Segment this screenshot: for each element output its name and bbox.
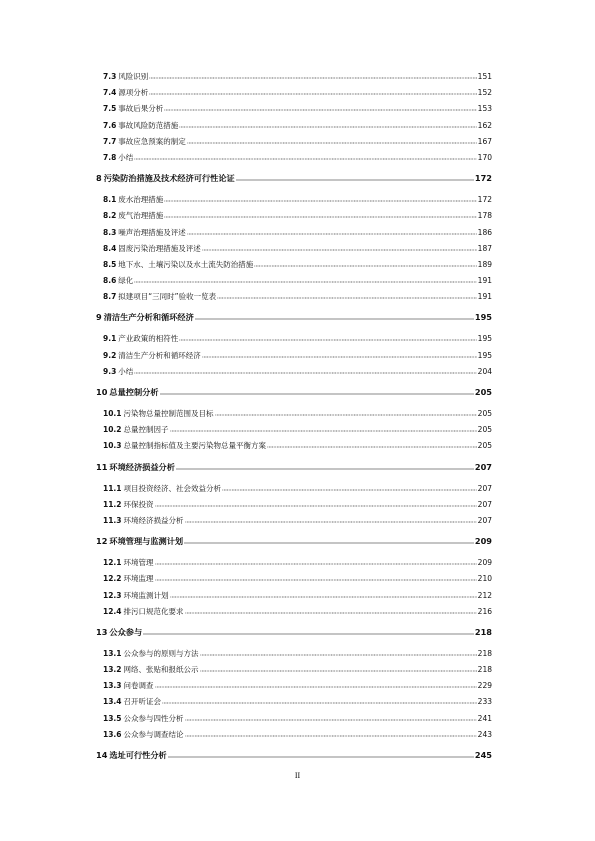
dot-leader	[236, 174, 474, 181]
toc-entry-page: 209	[474, 536, 492, 547]
dot-leader	[202, 244, 477, 251]
dot-leader	[155, 681, 477, 688]
toc-chapter-entry[interactable]	[96, 751, 492, 767]
toc-entry-number: 9.2	[103, 350, 117, 360]
toc-entry-title: 污染防治措施及技术经济可行性论证	[103, 173, 235, 184]
toc-section-entry[interactable]	[103, 292, 492, 308]
toc-entry-number: 7.5	[103, 104, 117, 114]
toc-entry-page: 205	[477, 425, 492, 435]
dot-leader	[179, 121, 476, 128]
toc-section-entry[interactable]	[103, 276, 492, 292]
toc-entry-page: 205	[477, 409, 492, 418]
toc-entry-page: 170	[477, 152, 492, 162]
toc-entry-page: 195	[477, 350, 492, 360]
toc-entry-title: 风险识别	[118, 72, 149, 81]
toc-section-entry[interactable]	[103, 351, 492, 367]
toc-entry-title: 事故应急预案的制定	[118, 136, 186, 146]
toc-entry-number: 7.6	[103, 120, 117, 130]
toc-chapter-entry[interactable]	[96, 388, 492, 404]
toc-section-entry[interactable]	[103, 714, 492, 730]
toc-entry-number: 8.7	[103, 292, 117, 302]
toc-entry-title: 小结	[118, 366, 134, 376]
toc-section-entry[interactable]	[103, 153, 492, 169]
toc-section-entry[interactable]	[103, 260, 492, 276]
toc-section-entry[interactable]	[103, 516, 492, 532]
toc-section-entry[interactable]	[103, 334, 492, 350]
toc-entry-number: 13.3	[103, 681, 122, 691]
toc-entry-page: 186	[477, 227, 492, 237]
toc-entry-title: 选址可行性分析	[109, 750, 167, 760]
toc-entry-title: 总量控制因子	[123, 425, 169, 435]
toc-entry-number: 8	[96, 173, 102, 184]
toc-entry-title: 问卷调查	[123, 681, 154, 691]
toc-entry-page: 229	[477, 681, 492, 691]
toc-entry-title: 地下水、土壤污染以及水土流失防治措施	[118, 259, 254, 269]
dot-leader	[162, 697, 477, 704]
dot-leader	[134, 276, 476, 283]
toc-entry-number: 9.1	[103, 334, 117, 344]
toc-entry-title: 排污口规范化要求	[123, 606, 184, 616]
toc-entry-number: 8.6	[103, 276, 117, 286]
toc-chapter-entry[interactable]	[96, 537, 492, 553]
toc-entry-page: 210	[477, 574, 492, 584]
toc-entry-number: 11	[96, 461, 108, 472]
dot-leader	[202, 351, 477, 358]
toc-entry-number: 12.4	[103, 606, 122, 616]
toc-entry-title: 总量控制分析	[109, 387, 159, 397]
toc-entry-page: 153	[477, 104, 492, 114]
toc-entry-page: 191	[477, 276, 492, 286]
toc-section-entry[interactable]	[103, 649, 492, 665]
toc-entry-page: 172	[474, 173, 492, 184]
toc-entry-title: 环保投资	[123, 499, 154, 509]
toc-entry-title: 环境监测计划	[123, 590, 169, 600]
toc-section-entry[interactable]	[103, 425, 492, 441]
toc-entry-page: 195	[477, 334, 492, 344]
toc-entry-title: 召开听证会	[123, 697, 162, 707]
toc-entry-page: 241	[477, 713, 492, 723]
dot-leader	[195, 313, 474, 320]
toc-section-entry[interactable]	[103, 591, 492, 607]
toc-entry-title: 环境经济损益分析	[123, 515, 184, 525]
toc-entry-number: 8.2	[103, 211, 117, 221]
toc-entry-page: 204	[477, 366, 492, 376]
toc-entry-number: 8.5	[103, 259, 117, 269]
toc-entry-number: 8.3	[103, 227, 117, 237]
dot-leader	[185, 516, 477, 523]
dot-leader	[215, 409, 477, 416]
toc-section-entry[interactable]	[103, 558, 492, 574]
toc-entry-page: 162	[477, 120, 492, 130]
dot-leader	[200, 649, 477, 656]
toc-entry-number: 8.1	[103, 195, 117, 205]
dot-leader	[134, 367, 476, 374]
toc-section-entry[interactable]	[103, 730, 492, 746]
dot-leader	[149, 72, 476, 79]
dot-leader	[155, 558, 477, 565]
toc-entry-title: 产业政策的相符性	[118, 334, 179, 344]
toc-section-entry[interactable]	[103, 244, 492, 260]
dot-leader	[184, 537, 474, 544]
toc-entry-number: 12.3	[103, 590, 122, 600]
toc-entry-page: 167	[477, 136, 492, 146]
toc-entry-page: 209	[477, 558, 492, 568]
toc-entry-page: 152	[477, 88, 492, 98]
toc-entry-page: 205	[477, 441, 492, 451]
toc-entry-page: 218	[477, 648, 492, 658]
page-number: II	[294, 771, 301, 780]
toc-section-entry[interactable]	[103, 500, 492, 516]
dot-leader	[155, 574, 477, 581]
dot-leader	[176, 463, 474, 470]
toc-entry-title: 清洁生产分析和循环经济	[103, 312, 194, 323]
toc-entry-title: 公众参与调查结论	[123, 729, 184, 739]
toc-entry-page: 207	[477, 499, 492, 509]
dot-leader	[217, 292, 477, 299]
toc-entry-number: 13	[96, 626, 108, 637]
toc-chapter-entry[interactable]	[96, 174, 492, 190]
dot-leader	[267, 441, 477, 448]
toc-entry-title: 清洁生产分析和循环经济	[118, 350, 201, 360]
dot-leader	[168, 751, 474, 758]
toc-section-entry[interactable]	[103, 137, 492, 153]
toc-section-entry[interactable]	[103, 88, 492, 104]
toc-entry-title: 公众参与的原则与方法	[123, 648, 199, 658]
toc-section-entry[interactable]	[103, 211, 492, 227]
toc-entry-title: 小结	[118, 152, 134, 162]
toc-entry-title: 环境经济损益分析	[109, 461, 175, 472]
toc-entry-page: 172	[477, 195, 492, 205]
toc-section-entry[interactable]	[103, 104, 492, 120]
toc-entry-title: 项目投资经济、社会效益分析	[123, 483, 222, 493]
dot-leader	[143, 628, 474, 635]
toc-entry-page: 207	[477, 483, 492, 493]
dot-leader	[222, 484, 477, 491]
toc-chapter-entry[interactable]	[96, 313, 492, 329]
dot-leader	[170, 425, 477, 432]
toc-entry-number: 10	[96, 387, 108, 397]
dot-leader	[134, 153, 476, 160]
toc-entry-title: 绿化	[118, 276, 134, 286]
toc-section-entry[interactable]	[103, 607, 492, 623]
toc-entry-number: 12.1	[103, 558, 122, 568]
toc-entry-number: 7.8	[103, 152, 117, 162]
toc-entry-title: 环境管理	[123, 558, 154, 568]
dot-leader	[187, 137, 477, 144]
toc-entry-title: 总量控制指标值及主要污染物总量平衡方案	[123, 441, 267, 451]
dot-leader	[254, 260, 476, 267]
toc-entry-number: 11.3	[103, 515, 122, 525]
toc-entry-page: 216	[477, 606, 492, 616]
toc-entry-page: 187	[477, 243, 492, 253]
toc-section-entry[interactable]	[103, 574, 492, 590]
dot-leader	[200, 665, 477, 672]
toc-entry-page: 243	[477, 729, 492, 739]
dot-leader	[185, 714, 477, 721]
dot-leader	[164, 195, 476, 202]
toc-entry-title: 源项分析	[118, 88, 149, 98]
toc-entry-title: 拟建项目“三同时”验收一览表	[118, 292, 217, 302]
toc-entry-number: 11.2	[103, 499, 122, 509]
toc-entry-title: 公众参与四性分析	[123, 713, 184, 723]
toc-section-entry[interactable]	[103, 195, 492, 211]
toc-entry-number: 13.6	[103, 729, 122, 739]
toc-entry-title: 事故后果分析	[118, 104, 164, 114]
toc-section-entry[interactable]	[103, 697, 492, 713]
toc-entry-number: 11.1	[103, 483, 122, 493]
toc-entry-title: 固废污染治理措施及评述	[118, 243, 201, 253]
toc-entry-page: 178	[477, 211, 492, 221]
dot-leader	[170, 591, 477, 598]
toc-entry-number: 8.4	[103, 243, 117, 253]
toc-entry-number: 12	[96, 536, 108, 547]
dot-leader	[149, 88, 476, 95]
toc-entry-title: 公众参与	[109, 626, 143, 637]
toc-chapter-entry[interactable]	[96, 463, 492, 479]
dot-leader	[164, 211, 476, 218]
dot-leader	[187, 228, 477, 235]
toc-entry-title: 事故风险防范措施	[118, 120, 179, 130]
dot-leader	[185, 607, 477, 614]
toc-entry-title: 污染物总量控制范围及目标	[123, 409, 214, 418]
toc-entry-number: 13.4	[103, 697, 122, 707]
toc-entry-page: 207	[477, 515, 492, 525]
toc-entry-page: 189	[477, 259, 492, 269]
toc-entry-number: 7.4	[103, 88, 117, 98]
toc-entry-title: 网络、张贴和报纸公示	[123, 665, 199, 675]
dot-leader	[179, 334, 476, 341]
toc-entry-page: 205	[474, 387, 492, 397]
toc-section-entry[interactable]	[103, 228, 492, 244]
toc-chapter-entry[interactable]	[96, 628, 492, 644]
toc-section-entry[interactable]	[103, 441, 492, 457]
toc-entry-number: 10.3	[103, 441, 122, 451]
dot-leader	[185, 730, 477, 737]
toc-entry-number: 12.2	[103, 574, 122, 584]
toc-entry-title: 噪声治理措施及评述	[118, 227, 186, 237]
toc-entry-number: 13.2	[103, 665, 122, 675]
toc-entry-number: 7.7	[103, 136, 117, 146]
toc-entry-number: 9.3	[103, 366, 117, 376]
toc-section-entry[interactable]	[103, 665, 492, 681]
toc-entry-title: 环境监理	[123, 574, 154, 584]
toc-entry-page: 195	[474, 312, 492, 323]
toc-entry-number: 10.2	[103, 425, 122, 435]
toc-section-entry[interactable]	[103, 367, 492, 383]
toc-entry-number: 14	[96, 750, 108, 760]
toc-entry-page: 218	[477, 665, 492, 675]
table-of-contents	[96, 72, 492, 772]
toc-section-entry[interactable]	[103, 681, 492, 697]
toc-entry-title: 废水治理措施	[118, 195, 164, 205]
toc-entry-number: 13.1	[103, 648, 122, 658]
dot-leader	[155, 500, 477, 507]
toc-section-entry[interactable]	[103, 409, 492, 425]
toc-entry-page: 207	[474, 461, 492, 472]
toc-entry-number: 9	[96, 312, 102, 323]
dot-leader	[164, 104, 476, 111]
toc-entry-page: 245	[474, 750, 492, 760]
toc-entry-page: 233	[477, 697, 492, 707]
toc-entry-number: 10.1	[103, 409, 122, 418]
toc-entry-page: 218	[474, 626, 492, 637]
toc-entry-page: 151	[477, 72, 492, 81]
toc-entry-title: 废气治理措施	[118, 211, 164, 221]
toc-section-entry[interactable]	[103, 484, 492, 500]
dot-leader	[160, 388, 474, 395]
toc-entry-title: 环境管理与监测计划	[109, 536, 184, 547]
toc-section-entry[interactable]	[103, 72, 492, 88]
toc-entry-page: 212	[477, 590, 492, 600]
toc-entry-number: 7.3	[103, 72, 117, 81]
toc-section-entry[interactable]	[103, 121, 492, 137]
toc-entry-number: 13.5	[103, 713, 122, 723]
toc-entry-page: 191	[477, 292, 492, 302]
